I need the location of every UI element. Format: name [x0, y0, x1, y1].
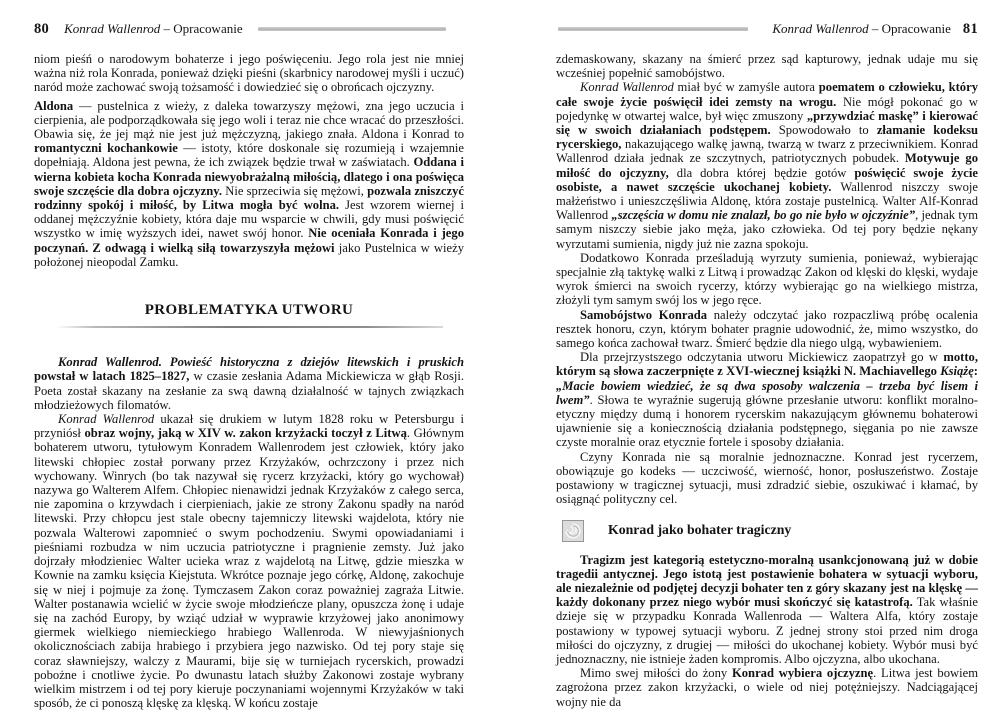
text-run: Aldona: [34, 98, 74, 113]
text-run: — pustelnica z wieży, z daleka towarzyszy mężowi, zna jego uczucia i cierpienia, ale podporządkowała się jego woli i teraz nie chce wracać do przeszłości. Obawia się, że jej mąż nie jest już mężczyzną, jakiego znała. Aldona i Konrad to: [34, 98, 464, 142]
paragraph-moral-ambiguity: [556, 450, 978, 507]
page-header-left: [34, 22, 464, 36]
page-81-body: [556, 52, 978, 709]
text-run: miał być w zamyśle autora: [673, 80, 819, 95]
text-run: Wallenrod niszczy swoje małżeństwo i unieszczęśliwia Aldonę, która zostaje pustelnicą. Walter Alf-Konrad Wallenrod: [556, 179, 978, 223]
text-run: „przywdziać maskę” i kierować się w swoich działaniach podstępem.: [556, 108, 978, 138]
section-heading: PROBLEMATYKA UTWORU: [144, 302, 354, 319]
header-rule-right: [558, 27, 748, 31]
text-run: Konrad wybiera ojczyznę: [731, 666, 874, 681]
paragraph-remorse: [556, 251, 978, 308]
text-run: Nie sprzeciwia się mężowi,: [222, 183, 368, 198]
text-run: Motywuje go miłość do ojczyzny,: [556, 151, 978, 180]
text-run: należy odczytać jako rozpaczliwą próbę ocalenia resztek honoru, czyn, którym bohater pragnie udowodnić, że, mimo wszystko, do samego końca zachował twarz. Śmierć będzie dla niego ulgą, wybawieniem.: [556, 307, 978, 351]
text-run: Tragizm jest kategorią estetyczno-moralną usankcjonowaną już w dobie tragedii antycznej. Jego istotą jest postawienie bohatera w sytuacji wyboru, ale niezależnie od podjętej decyzji bohater ten z góry skazany jest na klęskę — każdy dokonany przez niego wybór musi skończyć się katastrofą.: [556, 552, 978, 610]
running-title-book: Konrad Wallenrod: [64, 21, 161, 36]
text-run: poświęcić swoje życie osobiste, a nawet szczęście ukochanej kobiety.: [556, 165, 978, 194]
sub-heading-label: Konrad jako bohater tragiczny: [608, 522, 792, 538]
page-81: [556, 0, 978, 712]
text-run: motto, którym są słowa zaczerpnięte z XVI-wiecznej książki N. Machiavellego: [556, 350, 978, 379]
text-run: pozwala zniszczyć rodzinny spokój i miłość, by Litwa mogła być wolna.: [34, 183, 464, 213]
text-run: Nie oceniała Konrada i jego poczynań. Z odwagą i wielką siłą towarzyszyła mężowi: [34, 226, 464, 255]
paragraph-genesis: [34, 355, 464, 412]
text-run: Konrad Wallenrod: [580, 80, 674, 95]
text-run: „szczęścia w domu nie znalazł, bo go nie było w ojczyźnie”: [611, 208, 916, 223]
running-title-book: Konrad Wallenrod: [772, 21, 869, 36]
page-80: [34, 0, 464, 712]
text-run: . Głównym bohaterem utworu, tytułowym Konradem Wallenrodem jest człowiek, który jako litewski chłopiec został porwany przez Krzyżaków, ochrzczony i przez nich wychowany. Winrych (bo tak nazywał się rycerz krzyżacki, który go wychował) nazywa go Walterem Alfem. Chłopiec nienawidzi jednak Krzyżaków z całego serca, nie zapomina o krzywdach i cierpieniach, jakie ze strony Zakonu spadły na naród litewski. Przy chłopcu jest stale obecny tajemniczy litewski wajdelota, który nie pozwala Walterowi zapomnieć o swym pochodzeniu. Swymi opowiadaniami i pieśniami rozbudza w nim uczucia patriotyczne i pragnienie zemsty. Już jako dojrzały młodzieniec Walter ucieka wraz z wajdelotą na Litwę, gdzie mieszka w Kownie na zamku księcia Kiejstuta. Wkrótce poznaje jego córkę, Aldonę, zakochuje się w niej i pojmuje za żonę. Tymczasem Zakon coraz poważniej zagraża Litwie. Walter postanawia wcielić w życie swoje młodzieńcze plany, opuszcza żonę i udaje się na zachód Europy, by wziąć udział w wyprawie krzyżowej jako anonimowy giermek wielkiego niemieckiego hrabiego Wallenroda. W niewyjaśnionych okolicznościach zabija hrabiego i przybiera jego nazwisko. Od tej pory staje się coraz sławniejszy, walczy z Maurami, bije się w turniejach rycerskich, prowadzi pobożne i cnotliwe życie. Po dwunastu latach służby Zakonowi zostaje wybrany wielkim mistrzem i od tej pory kieruje poczynaniami wojennymi Krzyżaków w taki sposób, że ci ponoszą klęskę za klęską. W końcu zostaje: [34, 426, 464, 711]
text-run: Książę: [940, 364, 974, 379]
text-run: poematem o człowieku, który całe swoje życie poświęcił idei zemsty na wrogu.: [556, 80, 978, 109]
sub-heading-tragic-hero: [556, 520, 978, 542]
text-run: Spowodowało to: [770, 123, 877, 138]
running-title-suffix: – Opracowanie: [160, 21, 243, 36]
text-run: Mimo swej miłości do żony: [580, 666, 732, 681]
text-run: niom pieśń o narodowym bohaterze i jego poświęceniu. Jego rola jest nie mniej ważna niż rola Konrada, ponieważ dzięki pieśni (skarbnicy narodowej myśli i uczuć) naród może zachować swoją tożsamość i dowiedzieć się o obrońcach ojczyzny.: [34, 52, 464, 95]
running-title-right: [772, 21, 951, 37]
text-run: w czasie zesłania Adama Mickiewicza w głąb Rosji. Poeta został skazany na zesłanie za swą dawną działalność w tajnych związkach młodzieżowych filomatów.: [34, 369, 464, 412]
page-80-body: [34, 52, 464, 710]
paragraph-motto: [556, 350, 978, 449]
text-run: Dla przejrzystszego odczytania utworu Mickiewicz zaopatrzył go w: [580, 350, 944, 365]
text-run: Konrad Wallenrod. Powieść historyczna z dziejów litewskich i pruskich: [58, 355, 464, 370]
paragraph-continuation: [556, 52, 978, 80]
paragraph-idea-of-revenge: [556, 80, 978, 250]
text-run: złamanie kodeksu rycerskiego,: [556, 123, 978, 152]
section-heading-rule: [56, 326, 443, 328]
text-run: Dodatkowo Konrada prześladują wyrzuty sumienia, ponieważ, wybierając specjalnie złą taktykę walki z Litwą i prowadząc Zakon od klęski do klęski, wydaje wyrok śmierci na swoich rycerzy, którzy wybierając go na wielkiego mistrza, złożyli tym samym swój los w jego ręce.: [556, 250, 978, 308]
text-run: dla dobra której będzie gotów: [668, 165, 855, 180]
spiral-ornament-icon: [562, 520, 584, 542]
running-title-left: [64, 21, 243, 37]
paragraph-continuation: [34, 52, 464, 95]
text-run: . Słowa te wyraźnie sugerują główne przesłanie utworu: konflikt moralno-etyczny między dumą i honorem rycerskim nakazującym głównemu bohaterowi ujawnienie się a koniecznością działania podstępnego, sięgania po nie zawsze czyste moralnie oraz etycznie fortele i sposoby działania.: [556, 392, 978, 450]
text-run: , jednak tym samym niszczy siebie jako męża, jako człowieka. Od tej pory będzie nękany wyrzutami sumienia, nigdy już nie zazna spokoju.: [556, 208, 979, 251]
text-run: Czyny Konrada nie są moralnie jednoznaczne. Konrad jest rycerzem, obowiązuje go kodeks — uczciwość, wierność, honor, posłuszeństwo. Zostaje postawiony w tragicznej sytuacji, musi zdradzić siebie, oszukiwać i kłamać, by osiągnąć polityczny cel.: [556, 449, 978, 507]
page-header-right: [556, 22, 978, 36]
page-number-left: 80: [34, 20, 50, 37]
text-run: obraz wojny, jaką w XIV w. zakon krzyżacki toczył z Litwą: [84, 426, 407, 441]
text-run: :: [973, 364, 978, 379]
text-run: „Macie bowiem wiedzieć, że są dwa sposoby walczenia – trzeba być lisem i lwem”: [556, 378, 978, 407]
paragraph-tragizm: [556, 553, 978, 667]
text-run: Tak właśnie dzieje się w przypadku Konrada Wallenroda — Waltera Alfa, który zostaje postawiony w typowej sytuacji wyboru. Z jednej strony stoi przed nim droga miłości do ojczyzny, z drugiej — miłości do ukochanej kobiety. Wybór musi być jednoznaczny, nie istnieje żaden kompromis. Albo ojczyzna, albo ukochana.: [556, 595, 978, 666]
text-run: Oddana i wierna kobieta kocha Konrada niewyobrażalną miłością, dlatego i ona poświęca swoje szczęście dla dobra ojczyzny.: [34, 155, 464, 198]
paragraph-suicide: [556, 308, 978, 351]
text-run: jako Pustelnica w wieży położonej nieopodal Zamku.: [34, 240, 464, 269]
paragraph-aldona: [34, 99, 464, 269]
text-run: romantyczni kochankowie: [34, 141, 178, 156]
text-run: . Litwa jest bowiem zagrożona przez zakon krzyżacki, o wiele od niej potężniejszy. Nadciągającej wojny nie da: [556, 666, 979, 709]
text-run: Jest wzorem wiernej i oddanej mężczyźnie kobiety, która daje mu wsparcie w chwili, gdy musi poświęcić wszystko w imię wyższych idei, nawet swój honor.: [34, 198, 464, 241]
page-number-right: 81: [962, 20, 978, 37]
text-run: Samobójstwo Konrada: [580, 307, 708, 322]
text-run: Nie mógł pokonać go w pojedynkę w otwartej walce, był więc zmuszony: [556, 94, 978, 123]
text-run: powstał w latach 1825–1827,: [34, 369, 190, 384]
paragraph-plot-summary: [34, 412, 464, 710]
header-rule-left: [258, 27, 446, 31]
paragraph-choice: [556, 666, 978, 709]
text-run: — istoty, które doskonale się rozumieją i wzajemnie dopełniają. Aldona jest pewna, że ich związek będzie trwał w zaświatach.: [34, 141, 465, 170]
running-title-suffix: – Opracowanie: [868, 21, 951, 36]
text-run: ukazał się drukiem w lutym 1828 roku w Petersburgu i przyniósł: [34, 412, 464, 441]
text-run: nakazującego walkę jawną, twarzą w twarz z przeciwnikiem. Konrad Wallenrod działa jednak ze szczytnych, patriotycznych pobudek.: [556, 137, 978, 166]
text-run: Konrad Wallenrod: [58, 412, 155, 427]
text-run: zdemaskowany, skazany na śmierć przez sąd kapturowy, jednak udaje mu się wcześniej popełnić samobójstwo.: [556, 52, 978, 81]
